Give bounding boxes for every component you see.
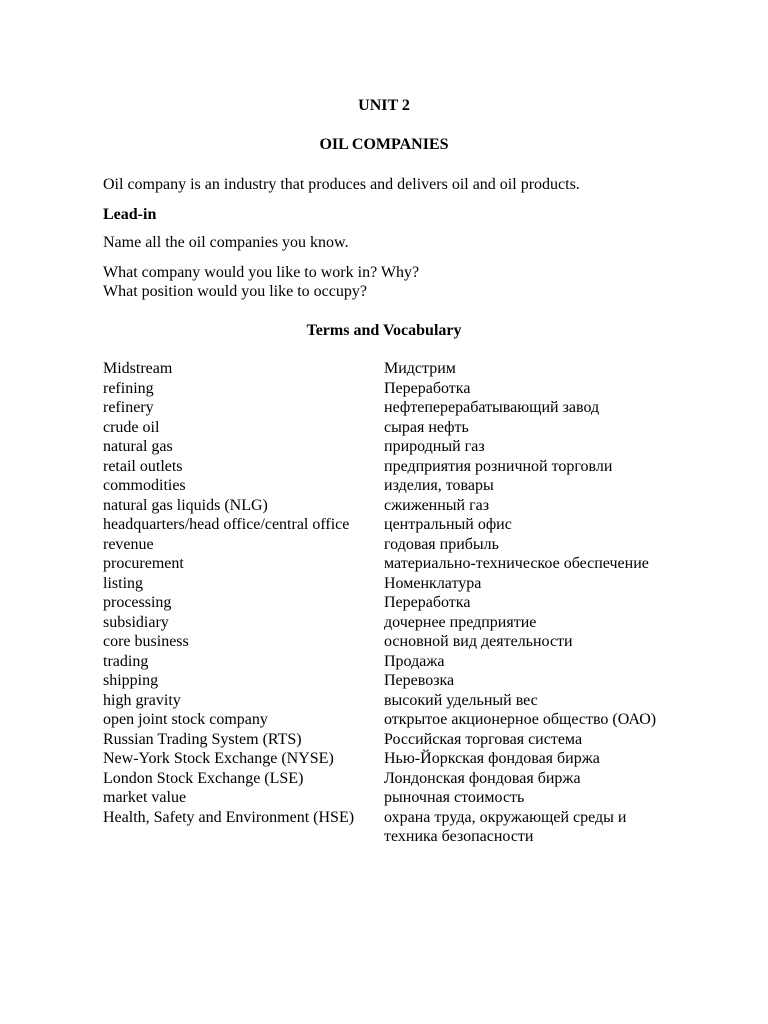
vocab-heading: Terms and Vocabulary bbox=[306, 322, 462, 339]
leadin-heading: Lead-in bbox=[103, 206, 157, 223]
vocab-row bbox=[103, 691, 703, 711]
vocab-term: subsidiary bbox=[103, 613, 169, 631]
vocabulary-table bbox=[103, 359, 703, 847]
vocab-row bbox=[103, 496, 703, 516]
vocab-term: natural gas liquids (NLG) bbox=[103, 496, 268, 514]
vocab-row bbox=[103, 379, 703, 399]
vocab-translation: Лондонская фондовая биржа bbox=[384, 769, 581, 787]
vocab-row bbox=[103, 574, 703, 594]
vocab-translation: рыночная стоимость bbox=[384, 789, 525, 806]
vocab-term: New-York Stock Exchange (NYSE) bbox=[103, 750, 334, 767]
vocab-row bbox=[103, 808, 703, 847]
vocab-row bbox=[103, 671, 703, 691]
vocab-row bbox=[103, 398, 703, 418]
unit-title: UNIT 2 bbox=[358, 97, 410, 114]
leadin-question-3: What position would you like to occupy? bbox=[103, 283, 367, 300]
vocab-translation: нефтеперерабатывающий завод bbox=[384, 399, 600, 416]
vocab-row bbox=[103, 749, 703, 769]
vocab-row bbox=[103, 418, 703, 438]
vocab-row bbox=[103, 769, 703, 789]
section-title: OIL COMPANIES bbox=[319, 136, 449, 153]
vocab-row bbox=[103, 535, 703, 555]
vocab-translation: центральный офис bbox=[384, 516, 512, 533]
vocab-row bbox=[103, 730, 703, 750]
vocab-term: processing bbox=[103, 594, 172, 611]
vocab-term: market value bbox=[103, 789, 187, 806]
vocab-row bbox=[103, 632, 703, 652]
vocab-row bbox=[103, 437, 703, 457]
leadin-question-1: Name all the oil companies you know. bbox=[103, 234, 349, 251]
vocab-term: open joint stock company bbox=[103, 711, 268, 728]
vocab-term: crude oil bbox=[103, 418, 160, 436]
vocab-translation: природный газ bbox=[384, 438, 485, 455]
vocab-translation: высокий удельный вес bbox=[384, 691, 538, 709]
vocab-term: Health, Safety and Environment (HSE) bbox=[103, 808, 355, 826]
vocab-term: London Stock Exchange (LSE) bbox=[103, 769, 304, 787]
vocab-term: commodities bbox=[103, 477, 186, 494]
vocab-translation: Переработка bbox=[384, 379, 471, 397]
vocab-translation: охрана труда, окружающей среды и техника безопасности bbox=[384, 808, 627, 845]
vocab-term: natural gas bbox=[103, 438, 173, 455]
vocab-term: listing bbox=[103, 574, 144, 592]
vocab-translation: открытое акционерное общество (ОАО) bbox=[384, 711, 657, 728]
vocab-row bbox=[103, 359, 703, 379]
vocab-translation: Нью-Йоркская фондовая биржа bbox=[384, 750, 600, 767]
vocab-translation: Перевозка bbox=[384, 672, 455, 689]
vocab-term: retail outlets bbox=[103, 457, 183, 475]
vocab-term: refining bbox=[103, 379, 154, 397]
vocab-translation: предприятия розничной торговли bbox=[384, 457, 613, 475]
vocab-term: Midstream bbox=[103, 360, 173, 377]
vocab-row bbox=[103, 476, 703, 496]
vocab-row bbox=[103, 788, 703, 808]
vocab-row bbox=[103, 710, 703, 730]
vocab-row bbox=[103, 554, 703, 574]
vocab-translation: Российская торговая система bbox=[384, 730, 583, 748]
vocab-translation: сжиженный газ bbox=[384, 496, 490, 514]
vocab-row bbox=[103, 593, 703, 613]
vocab-translation: Мидстрим bbox=[384, 360, 456, 377]
vocab-row bbox=[103, 652, 703, 672]
vocab-translation: годовая прибыль bbox=[384, 535, 499, 553]
leadin-question-2: What company would you like to work in? Why? bbox=[103, 264, 420, 281]
intro-paragraph: Oil company is an industry that produces and delivers oil and oil products. bbox=[103, 176, 580, 193]
vocab-translation: изделия, товары bbox=[384, 477, 494, 494]
vocab-term: high gravity bbox=[103, 691, 181, 709]
vocab-translation: Номенклатура bbox=[384, 574, 482, 592]
vocab-term: revenue bbox=[103, 535, 154, 553]
vocab-term: headquarters/head office/central office bbox=[103, 516, 350, 533]
vocab-term: shipping bbox=[103, 672, 159, 689]
vocab-term: core business bbox=[103, 633, 189, 650]
vocab-translation: сырая нефть bbox=[384, 418, 469, 436]
vocab-translation: Продажа bbox=[384, 652, 445, 670]
vocab-row bbox=[103, 457, 703, 477]
vocab-term: Russian Trading System (RTS) bbox=[103, 730, 302, 748]
vocab-term: trading bbox=[103, 652, 149, 670]
vocab-term: procurement bbox=[103, 555, 184, 572]
vocab-row bbox=[103, 515, 703, 535]
vocab-translation: основной вид деятельности bbox=[384, 633, 573, 650]
vocab-translation: материально-техническое обеспечение bbox=[384, 555, 649, 572]
vocab-translation: Переработка bbox=[384, 594, 471, 611]
vocab-translation: дочернее предприятие bbox=[384, 613, 537, 631]
vocab-row bbox=[103, 613, 703, 633]
vocab-term: refinery bbox=[103, 399, 154, 416]
